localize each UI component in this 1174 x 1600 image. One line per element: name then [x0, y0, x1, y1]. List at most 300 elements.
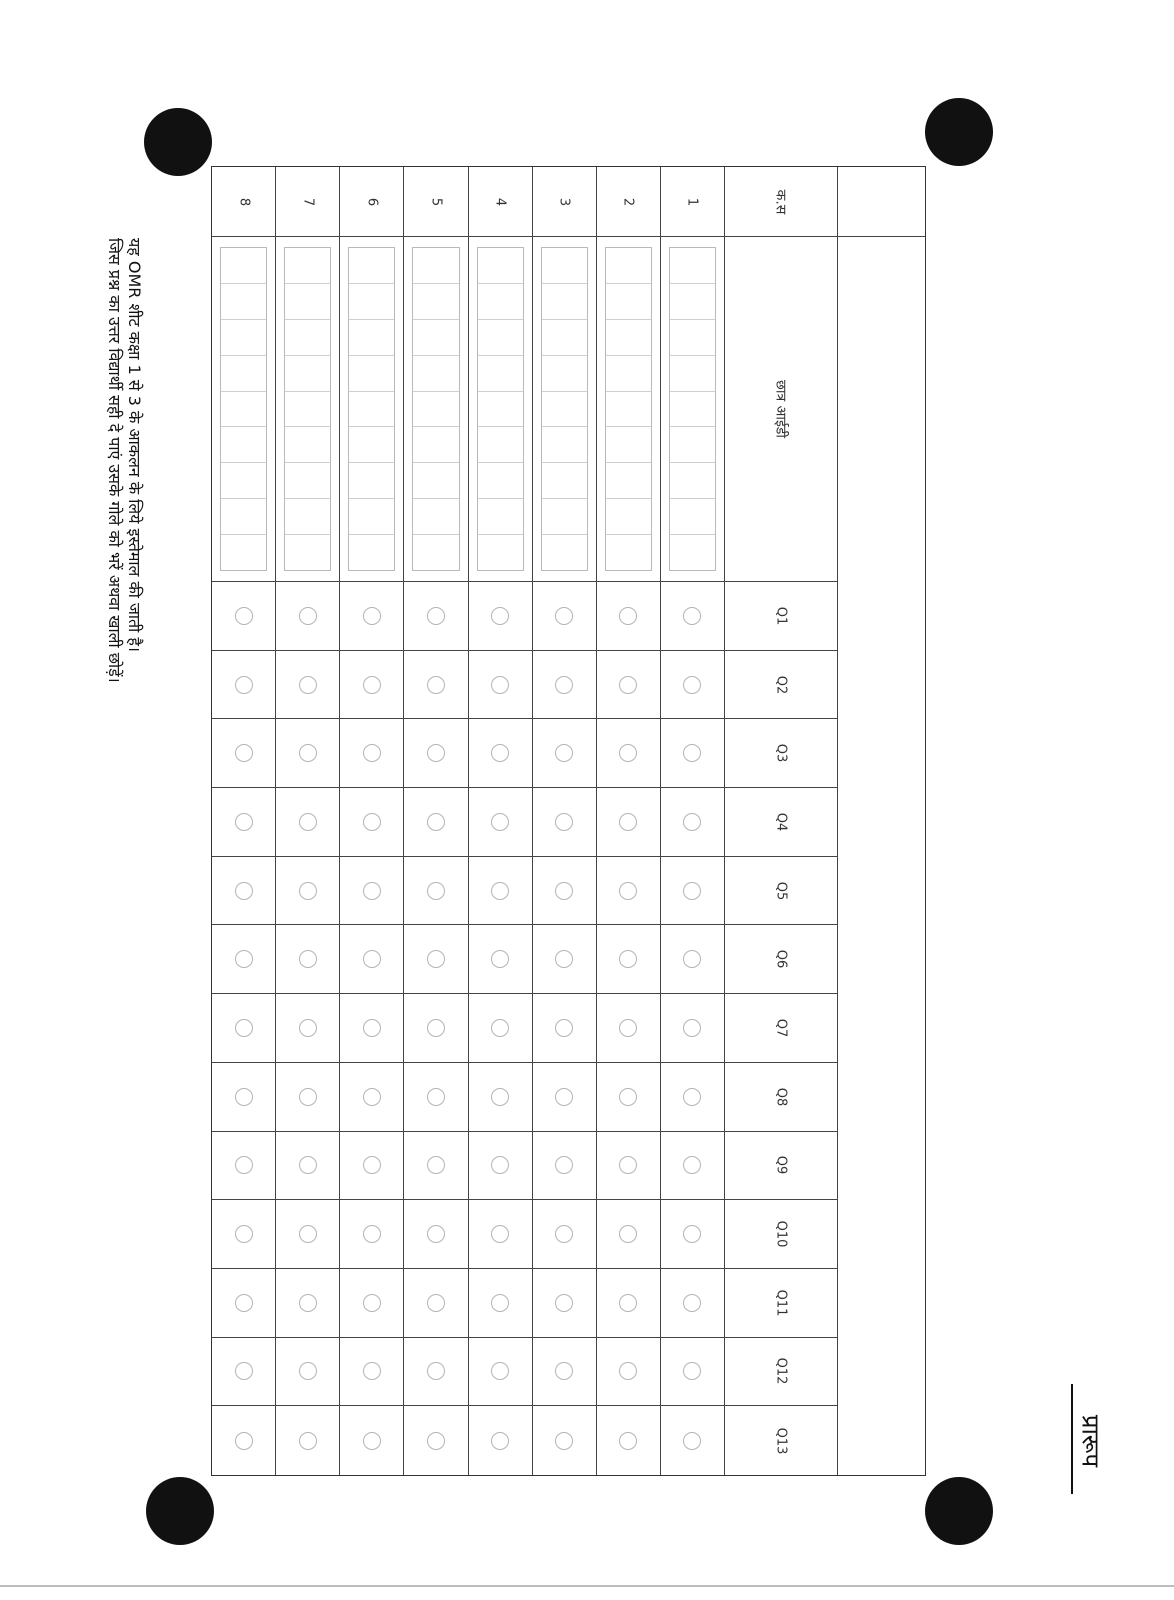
- answer-cell[interactable]: [597, 1200, 661, 1269]
- answer-bubble[interactable]: [619, 607, 637, 625]
- answer-bubble[interactable]: [555, 607, 573, 625]
- id-digit-box[interactable]: [285, 499, 330, 535]
- answer-bubble[interactable]: [427, 607, 445, 625]
- answer-bubble[interactable]: [299, 744, 317, 762]
- answer-bubble[interactable]: [427, 1362, 445, 1380]
- answer-bubble[interactable]: [363, 676, 381, 694]
- id-digit-box[interactable]: [542, 463, 587, 499]
- answer-cell[interactable]: [404, 857, 468, 926]
- answer-bubble[interactable]: [235, 1019, 253, 1037]
- id-digit-box[interactable]: [542, 284, 587, 320]
- id-digit-box[interactable]: [606, 535, 651, 570]
- answer-cell[interactable]: [340, 1406, 404, 1475]
- student-id-cell[interactable]: [533, 237, 597, 582]
- student-id-boxes[interactable]: [605, 247, 652, 571]
- id-digit-box[interactable]: [542, 248, 587, 284]
- answer-bubble[interactable]: [363, 882, 381, 900]
- id-digit-box[interactable]: [478, 320, 523, 356]
- id-digit-box[interactable]: [606, 427, 651, 463]
- answer-cell[interactable]: [404, 651, 468, 720]
- answer-bubble[interactable]: [363, 1432, 381, 1450]
- id-digit-box[interactable]: [349, 248, 394, 284]
- answer-cell[interactable]: [597, 1269, 661, 1338]
- id-digit-box[interactable]: [285, 535, 330, 570]
- answer-bubble[interactable]: [235, 1225, 253, 1243]
- answer-cell[interactable]: [340, 1200, 404, 1269]
- answer-bubble[interactable]: [363, 813, 381, 831]
- id-digit-box[interactable]: [349, 284, 394, 320]
- answer-cell[interactable]: [661, 1132, 725, 1201]
- answer-cell[interactable]: [404, 994, 468, 1063]
- answer-bubble[interactable]: [427, 813, 445, 831]
- id-digit-box[interactable]: [285, 284, 330, 320]
- answer-cell[interactable]: [212, 1132, 276, 1201]
- id-digit-box[interactable]: [606, 356, 651, 392]
- id-digit-box[interactable]: [349, 463, 394, 499]
- id-digit-box[interactable]: [221, 320, 266, 356]
- answer-bubble[interactable]: [427, 676, 445, 694]
- answer-cell[interactable]: [661, 994, 725, 1063]
- answer-bubble[interactable]: [619, 882, 637, 900]
- id-digit-box[interactable]: [285, 356, 330, 392]
- answer-bubble[interactable]: [427, 950, 445, 968]
- id-digit-box[interactable]: [670, 463, 715, 499]
- id-digit-box[interactable]: [542, 320, 587, 356]
- answer-bubble[interactable]: [299, 1432, 317, 1450]
- answer-cell[interactable]: [661, 1406, 725, 1475]
- id-digit-box[interactable]: [221, 248, 266, 284]
- answer-cell[interactable]: [404, 1406, 468, 1475]
- answer-bubble[interactable]: [235, 813, 253, 831]
- answer-bubble[interactable]: [683, 1432, 701, 1450]
- answer-cell[interactable]: [212, 857, 276, 926]
- id-digit-box[interactable]: [221, 392, 266, 428]
- answer-bubble[interactable]: [619, 1019, 637, 1037]
- answer-bubble[interactable]: [427, 1294, 445, 1312]
- answer-bubble[interactable]: [491, 1362, 509, 1380]
- answer-bubble[interactable]: [235, 744, 253, 762]
- answer-cell[interactable]: [469, 1269, 533, 1338]
- id-digit-box[interactable]: [413, 356, 458, 392]
- answer-cell[interactable]: [597, 925, 661, 994]
- answer-cell[interactable]: [212, 1200, 276, 1269]
- answer-cell[interactable]: [212, 1269, 276, 1338]
- id-digit-box[interactable]: [670, 499, 715, 535]
- answer-cell[interactable]: [597, 651, 661, 720]
- id-digit-box[interactable]: [285, 392, 330, 428]
- answer-bubble[interactable]: [683, 607, 701, 625]
- answer-bubble[interactable]: [683, 813, 701, 831]
- answer-cell[interactable]: [404, 1132, 468, 1201]
- id-digit-box[interactable]: [670, 284, 715, 320]
- answer-cell[interactable]: [212, 651, 276, 720]
- answer-bubble[interactable]: [555, 1432, 573, 1450]
- answer-bubble[interactable]: [299, 1088, 317, 1106]
- answer-cell[interactable]: [404, 788, 468, 857]
- answer-bubble[interactable]: [363, 1294, 381, 1312]
- id-digit-box[interactable]: [670, 427, 715, 463]
- answer-bubble[interactable]: [235, 1156, 253, 1174]
- answer-cell[interactable]: [661, 1269, 725, 1338]
- answer-cell[interactable]: [533, 582, 597, 651]
- answer-cell[interactable]: [404, 1063, 468, 1132]
- answer-cell[interactable]: [533, 788, 597, 857]
- answer-bubble[interactable]: [427, 1156, 445, 1174]
- id-digit-box[interactable]: [285, 463, 330, 499]
- id-digit-box[interactable]: [221, 427, 266, 463]
- answer-cell[interactable]: [469, 1406, 533, 1475]
- answer-cell[interactable]: [469, 651, 533, 720]
- answer-cell[interactable]: [276, 994, 340, 1063]
- id-digit-box[interactable]: [349, 356, 394, 392]
- id-digit-box[interactable]: [542, 356, 587, 392]
- answer-cell[interactable]: [469, 1063, 533, 1132]
- answer-cell[interactable]: [340, 651, 404, 720]
- answer-cell[interactable]: [404, 1269, 468, 1338]
- answer-cell[interactable]: [212, 925, 276, 994]
- answer-cell[interactable]: [340, 994, 404, 1063]
- id-digit-box[interactable]: [478, 248, 523, 284]
- answer-cell[interactable]: [212, 1406, 276, 1475]
- answer-bubble[interactable]: [427, 1432, 445, 1450]
- answer-bubble[interactable]: [363, 1362, 381, 1380]
- id-digit-box[interactable]: [413, 499, 458, 535]
- answer-bubble[interactable]: [619, 1156, 637, 1174]
- answer-bubble[interactable]: [555, 882, 573, 900]
- id-digit-box[interactable]: [413, 427, 458, 463]
- answer-cell[interactable]: [469, 1200, 533, 1269]
- answer-cell[interactable]: [212, 994, 276, 1063]
- answer-cell[interactable]: [340, 1063, 404, 1132]
- answer-bubble[interactable]: [491, 1432, 509, 1450]
- answer-cell[interactable]: [597, 1132, 661, 1201]
- id-digit-box[interactable]: [606, 392, 651, 428]
- id-digit-box[interactable]: [413, 535, 458, 570]
- student-id-boxes[interactable]: [220, 247, 267, 571]
- id-digit-box[interactable]: [606, 463, 651, 499]
- answer-cell[interactable]: [597, 788, 661, 857]
- answer-bubble[interactable]: [235, 1294, 253, 1312]
- answer-cell[interactable]: [533, 1406, 597, 1475]
- answer-bubble[interactable]: [683, 1088, 701, 1106]
- answer-cell[interactable]: [212, 788, 276, 857]
- id-digit-box[interactable]: [542, 392, 587, 428]
- id-digit-box[interactable]: [349, 320, 394, 356]
- answer-bubble[interactable]: [363, 1156, 381, 1174]
- answer-bubble[interactable]: [491, 676, 509, 694]
- answer-cell[interactable]: [661, 857, 725, 926]
- answer-cell[interactable]: [276, 1200, 340, 1269]
- id-digit-box[interactable]: [478, 427, 523, 463]
- answer-cell[interactable]: [404, 1338, 468, 1407]
- answer-cell[interactable]: [340, 1338, 404, 1407]
- answer-cell[interactable]: [276, 1338, 340, 1407]
- answer-bubble[interactable]: [235, 950, 253, 968]
- answer-bubble[interactable]: [555, 1362, 573, 1380]
- answer-cell[interactable]: [597, 857, 661, 926]
- answer-bubble[interactable]: [491, 1019, 509, 1037]
- id-digit-box[interactable]: [221, 284, 266, 320]
- answer-cell[interactable]: [340, 788, 404, 857]
- id-digit-box[interactable]: [478, 284, 523, 320]
- answer-cell[interactable]: [469, 925, 533, 994]
- id-digit-box[interactable]: [542, 499, 587, 535]
- answer-cell[interactable]: [340, 582, 404, 651]
- answer-bubble[interactable]: [363, 1225, 381, 1243]
- answer-bubble[interactable]: [491, 882, 509, 900]
- id-digit-box[interactable]: [349, 427, 394, 463]
- id-digit-box[interactable]: [478, 463, 523, 499]
- answer-cell[interactable]: [340, 1269, 404, 1338]
- answer-bubble[interactable]: [427, 1088, 445, 1106]
- answer-bubble[interactable]: [491, 1294, 509, 1312]
- id-digit-box[interactable]: [221, 535, 266, 570]
- id-digit-box[interactable]: [349, 535, 394, 570]
- answer-bubble[interactable]: [555, 813, 573, 831]
- answer-cell[interactable]: [404, 925, 468, 994]
- answer-cell[interactable]: [212, 1063, 276, 1132]
- id-digit-box[interactable]: [285, 248, 330, 284]
- answer-cell[interactable]: [533, 719, 597, 788]
- answer-cell[interactable]: [661, 1338, 725, 1407]
- answer-cell[interactable]: [661, 719, 725, 788]
- answer-cell[interactable]: [212, 719, 276, 788]
- answer-bubble[interactable]: [299, 1225, 317, 1243]
- answer-cell[interactable]: [597, 582, 661, 651]
- answer-cell[interactable]: [276, 582, 340, 651]
- id-digit-box[interactable]: [413, 248, 458, 284]
- answer-cell[interactable]: [533, 857, 597, 926]
- answer-cell[interactable]: [533, 925, 597, 994]
- answer-bubble[interactable]: [683, 676, 701, 694]
- question-label: Q6: [773, 950, 789, 969]
- id-digit-box[interactable]: [349, 499, 394, 535]
- id-digit-box[interactable]: [221, 499, 266, 535]
- answer-bubble[interactable]: [683, 882, 701, 900]
- answer-bubble[interactable]: [235, 676, 253, 694]
- answer-bubble[interactable]: [299, 676, 317, 694]
- answer-bubble[interactable]: [299, 950, 317, 968]
- answer-bubble[interactable]: [683, 1294, 701, 1312]
- answer-cell[interactable]: [340, 857, 404, 926]
- student-id-cell[interactable]: [469, 237, 533, 582]
- answer-cell[interactable]: [276, 1063, 340, 1132]
- answer-cell[interactable]: [404, 582, 468, 651]
- student-id-cell[interactable]: [212, 237, 276, 582]
- answer-cell[interactable]: [597, 719, 661, 788]
- answer-cell[interactable]: [212, 1338, 276, 1407]
- student-id-boxes[interactable]: [412, 247, 459, 571]
- answer-cell[interactable]: [276, 651, 340, 720]
- student-id-cell[interactable]: [404, 237, 468, 582]
- id-digit-box[interactable]: [413, 392, 458, 428]
- answer-cell[interactable]: [276, 719, 340, 788]
- answer-bubble[interactable]: [619, 950, 637, 968]
- student-id-cell[interactable]: [276, 237, 340, 582]
- answer-cell[interactable]: [340, 1132, 404, 1201]
- answer-cell[interactable]: [276, 788, 340, 857]
- answer-cell[interactable]: [597, 1406, 661, 1475]
- answer-bubble[interactable]: [491, 1088, 509, 1106]
- answer-cell[interactable]: [340, 925, 404, 994]
- id-digit-box[interactable]: [413, 320, 458, 356]
- answer-bubble[interactable]: [299, 1362, 317, 1380]
- answer-bubble[interactable]: [619, 1088, 637, 1106]
- answer-cell[interactable]: [276, 1406, 340, 1475]
- answer-bubble[interactable]: [491, 1225, 509, 1243]
- id-digit-box[interactable]: [542, 427, 587, 463]
- id-digit-box[interactable]: [413, 284, 458, 320]
- answer-bubble[interactable]: [555, 1225, 573, 1243]
- answer-cell[interactable]: [661, 582, 725, 651]
- student-id-cell[interactable]: [340, 237, 404, 582]
- answer-bubble[interactable]: [299, 882, 317, 900]
- answer-bubble[interactable]: [491, 1156, 509, 1174]
- id-digit-box[interactable]: [670, 356, 715, 392]
- answer-cell[interactable]: [661, 651, 725, 720]
- answer-bubble[interactable]: [363, 1088, 381, 1106]
- answer-cell[interactable]: [404, 719, 468, 788]
- id-digit-box[interactable]: [413, 463, 458, 499]
- id-digit-box[interactable]: [285, 320, 330, 356]
- answer-cell[interactable]: [469, 582, 533, 651]
- answer-bubble[interactable]: [555, 744, 573, 762]
- id-digit-box[interactable]: [478, 392, 523, 428]
- answer-cell[interactable]: [276, 1269, 340, 1338]
- answer-cell[interactable]: [533, 1132, 597, 1201]
- answer-bubble[interactable]: [619, 1225, 637, 1243]
- answer-bubble[interactable]: [555, 950, 573, 968]
- answer-cell[interactable]: [340, 719, 404, 788]
- answer-bubble[interactable]: [683, 950, 701, 968]
- student-id-boxes[interactable]: [669, 247, 716, 571]
- answer-cell[interactable]: [212, 582, 276, 651]
- answer-cell[interactable]: [469, 1338, 533, 1407]
- answer-bubble[interactable]: [299, 607, 317, 625]
- answer-bubble[interactable]: [299, 1156, 317, 1174]
- answer-cell[interactable]: [469, 788, 533, 857]
- answer-bubble[interactable]: [491, 813, 509, 831]
- answer-cell[interactable]: [276, 1132, 340, 1201]
- answer-cell[interactable]: [469, 994, 533, 1063]
- answer-cell[interactable]: [533, 651, 597, 720]
- answer-cell[interactable]: [469, 1132, 533, 1201]
- answer-cell[interactable]: [597, 994, 661, 1063]
- answer-bubble[interactable]: [235, 1432, 253, 1450]
- id-digit-box[interactable]: [478, 499, 523, 535]
- answer-bubble[interactable]: [683, 744, 701, 762]
- answer-bubble[interactable]: [235, 882, 253, 900]
- id-digit-box[interactable]: [606, 248, 651, 284]
- answer-cell[interactable]: [404, 1200, 468, 1269]
- answer-bubble[interactable]: [683, 1362, 701, 1380]
- id-digit-box[interactable]: [606, 499, 651, 535]
- answer-bubble[interactable]: [235, 1088, 253, 1106]
- answer-bubble[interactable]: [619, 676, 637, 694]
- answer-bubble[interactable]: [555, 1019, 573, 1037]
- answer-bubble[interactable]: [555, 676, 573, 694]
- student-id-boxes[interactable]: [477, 247, 524, 571]
- id-digit-box[interactable]: [670, 535, 715, 570]
- id-digit-box[interactable]: [478, 535, 523, 570]
- answer-cell[interactable]: [661, 1063, 725, 1132]
- answer-bubble[interactable]: [683, 1019, 701, 1037]
- answer-bubble[interactable]: [235, 607, 253, 625]
- answer-bubble[interactable]: [619, 1432, 637, 1450]
- answer-cell[interactable]: [469, 719, 533, 788]
- answer-bubble[interactable]: [619, 744, 637, 762]
- id-digit-box[interactable]: [670, 248, 715, 284]
- answer-cell[interactable]: [469, 857, 533, 926]
- answer-bubble[interactable]: [619, 813, 637, 831]
- id-digit-box[interactable]: [606, 320, 651, 356]
- answer-bubble[interactable]: [683, 1225, 701, 1243]
- answer-bubble[interactable]: [363, 950, 381, 968]
- id-digit-box[interactable]: [670, 320, 715, 356]
- id-digit-box[interactable]: [542, 535, 587, 570]
- question-label: Q3: [773, 743, 789, 763]
- student-id-cell[interactable]: [597, 237, 661, 582]
- answer-bubble[interactable]: [619, 1294, 637, 1312]
- answer-bubble[interactable]: [427, 1019, 445, 1037]
- id-digit-box[interactable]: [349, 392, 394, 428]
- student-id-boxes[interactable]: [284, 247, 331, 571]
- answer-cell[interactable]: [533, 1269, 597, 1338]
- answer-cell[interactable]: [276, 857, 340, 926]
- answer-cell[interactable]: [276, 925, 340, 994]
- answer-cell[interactable]: [597, 1063, 661, 1132]
- id-digit-box[interactable]: [670, 392, 715, 428]
- answer-cell[interactable]: [533, 1200, 597, 1269]
- answer-cell[interactable]: [533, 994, 597, 1063]
- answer-bubble[interactable]: [363, 607, 381, 625]
- answer-bubble[interactable]: [683, 1156, 701, 1174]
- id-digit-box[interactable]: [285, 427, 330, 463]
- answer-cell[interactable]: [533, 1063, 597, 1132]
- answer-bubble[interactable]: [491, 607, 509, 625]
- answer-bubble[interactable]: [363, 1019, 381, 1037]
- answer-bubble[interactable]: [299, 1019, 317, 1037]
- answer-bubble[interactable]: [555, 1088, 573, 1106]
- answer-bubble[interactable]: [491, 950, 509, 968]
- question-label: Q1: [773, 606, 789, 626]
- answer-cell[interactable]: [661, 1200, 725, 1269]
- answer-bubble[interactable]: [427, 744, 445, 762]
- answer-bubble[interactable]: [299, 1294, 317, 1312]
- answer-bubble[interactable]: [427, 1225, 445, 1243]
- id-digit-box[interactable]: [478, 356, 523, 392]
- id-digit-box[interactable]: [606, 284, 651, 320]
- answer-bubble[interactable]: [555, 1294, 573, 1312]
- student-id-boxes[interactable]: [348, 247, 395, 571]
- answer-cell[interactable]: [661, 925, 725, 994]
- answer-bubble[interactable]: [555, 1156, 573, 1174]
- answer-cell[interactable]: [533, 1338, 597, 1407]
- answer-bubble[interactable]: [619, 1362, 637, 1380]
- answer-bubble[interactable]: [363, 744, 381, 762]
- id-digit-box[interactable]: [221, 356, 266, 392]
- id-digit-box[interactable]: [221, 463, 266, 499]
- answer-cell[interactable]: [597, 1338, 661, 1407]
- student-id-boxes[interactable]: [541, 247, 588, 571]
- question-label: Q13: [773, 1427, 789, 1455]
- answer-bubble[interactable]: [427, 882, 445, 900]
- student-id-cell[interactable]: [661, 237, 725, 582]
- answer-bubble[interactable]: [235, 1362, 253, 1380]
- answer-cell[interactable]: [661, 788, 725, 857]
- answer-bubble[interactable]: [299, 813, 317, 831]
- answer-bubble[interactable]: [491, 744, 509, 762]
